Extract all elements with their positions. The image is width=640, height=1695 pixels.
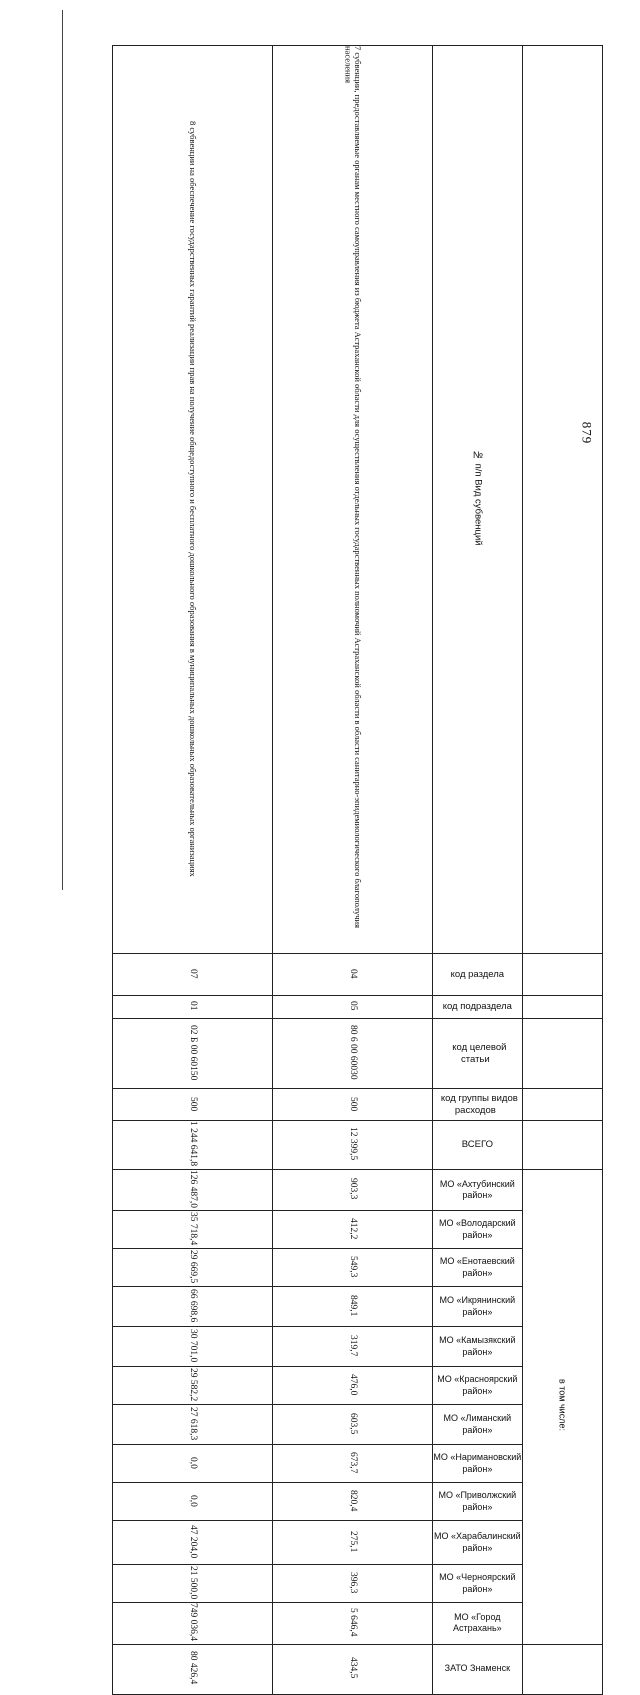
row7-value-4-text: 319,7 (347, 1335, 358, 1356)
incl-label: в том числе: (557, 1379, 567, 1431)
row8-type-cell-text: 8 субвенции на обеспечение государственных гарантий реализации прав на получение общедоступного и бесплатного дошкольного образования в муниципальных дошкольных образовательных организациях (188, 121, 197, 877)
row8-value-9 (113, 1521, 273, 1565)
header-municipality-10-text: МО «Черноярский район» (439, 1572, 515, 1593)
header-municipality-8-text: МО «Приволжский район» (438, 1490, 516, 1511)
subvention-table (112, 45, 623, 1695)
header-target (432, 1019, 522, 1089)
header-group (432, 1089, 522, 1121)
header-municipality-3 (432, 1287, 522, 1327)
row7-value-10-text: 396,3 (347, 1572, 358, 1593)
header-subsection (432, 996, 522, 1019)
header-municipality-10 (432, 1565, 522, 1603)
row8-value-7-text: 0,0 (187, 1457, 198, 1469)
row7-type-cell-text: 7 субвенции, предоставляемые органам местного самоуправления из бюджета Астраханской области для осуществления отдельных государственных полномочий Астраханской области в области санитарно-эпидемиологического благополучия населения (343, 46, 362, 951)
header-municipality-9 (432, 1521, 522, 1565)
row8-value-5 (113, 1367, 273, 1405)
row7-value-6 (273, 1405, 433, 1445)
header-municipality-12-text: ЗАТО Знаменск (445, 1663, 510, 1673)
header-municipality-1-text: МО «Володарский район» (439, 1218, 516, 1239)
row7-value-3 (273, 1287, 433, 1327)
row7-value-4 (273, 1327, 433, 1367)
header-municipality-11 (432, 1603, 522, 1644)
row8-value-6 (113, 1405, 273, 1445)
blank-bar-bottom (522, 1644, 602, 1694)
row7-value-0-text: 903,3 (347, 1178, 358, 1199)
row7-target (273, 1019, 433, 1089)
row8-type-cell (113, 46, 273, 954)
row7-target-text: 80 6 00 60030 (347, 1025, 358, 1080)
header-section (432, 954, 522, 996)
blank-bar-target (522, 1019, 602, 1089)
row8-value-10 (113, 1565, 273, 1603)
row7-value-6-text: 603,5 (347, 1413, 358, 1434)
row8-value-8 (113, 1483, 273, 1521)
row7-value-1 (273, 1211, 433, 1249)
blank-bar-section (522, 954, 602, 996)
row8-value-2-text: 29 669,5 (187, 1250, 198, 1283)
page-number: 879 (578, 422, 594, 445)
row7-value-8 (273, 1483, 433, 1521)
row7-value-12-text: 434,5 (347, 1657, 358, 1678)
row7-section (273, 954, 433, 996)
row7-value-9-text: 275,1 (347, 1531, 358, 1552)
header-municipality-6 (432, 1405, 522, 1445)
row7-value-2-text: 549,3 (347, 1256, 358, 1277)
row8-value-1-text: 35 718,4 (187, 1212, 198, 1245)
row7-section-text: 04 (347, 969, 358, 979)
row8-value-6-text: 27 618,3 (187, 1407, 198, 1440)
row8-value-9-text: 47 204,0 (187, 1525, 198, 1558)
row7-value-11 (273, 1603, 433, 1644)
header-type-text: № п/п Вид субвенций (467, 448, 487, 548)
row8-subsection-text: 01 (187, 1001, 198, 1011)
row8-total (113, 1121, 273, 1169)
row8-group (113, 1089, 273, 1121)
row7-value-7-text: 673,7 (347, 1452, 358, 1473)
page-margin-line (62, 10, 63, 890)
row8-total-text: 1 244 641,8 (187, 1121, 198, 1166)
row7-total (273, 1121, 433, 1169)
row7-total-text: 12 399,5 (347, 1127, 358, 1160)
row8-value-12 (113, 1644, 273, 1694)
header-municipality-4 (432, 1327, 522, 1367)
row7-value-7 (273, 1445, 433, 1483)
header-municipality-0-text: МО «Ахтубинский район» (440, 1179, 515, 1200)
header-municipality-1 (432, 1211, 522, 1249)
header-subsection-text: код подраздела (439, 999, 516, 1014)
header-municipality-9-text: МО «Харабалинский район» (434, 1531, 521, 1552)
row8-value-11-text: 749 036,4 (187, 1603, 198, 1641)
header-municipality-11-text: МО «Город Астрахань» (453, 1612, 502, 1633)
header-municipality-2-text: МО «Енотаевский район» (440, 1256, 515, 1277)
row8-value-12-text: 80 426,4 (187, 1651, 198, 1684)
row8-target (113, 1019, 273, 1089)
header-municipality-12 (432, 1644, 522, 1694)
row8-target-text: 02 Б 00 60150 (187, 1025, 198, 1080)
row8-value-4 (113, 1327, 273, 1367)
row8-section-text: 07 (187, 969, 198, 979)
row7-subsection (273, 996, 433, 1019)
row8-value-8-text: 0,0 (187, 1495, 198, 1507)
header-municipality-6-text: МО «Лиманский район» (444, 1413, 512, 1434)
header-target-text: код целевой статьи (448, 1040, 506, 1067)
row7-value-2 (273, 1249, 433, 1287)
row8-value-0-text: 126 487,0 (187, 1170, 198, 1208)
header-municipality-5-text: МО «Красноярский район» (437, 1374, 517, 1395)
header-total-text: ВСЕГО (458, 1137, 497, 1152)
row8-value-11 (113, 1603, 273, 1644)
row7-value-10 (273, 1565, 433, 1603)
row7-value-3-text: 849,1 (347, 1295, 358, 1316)
header-municipality-2 (432, 1249, 522, 1287)
header-municipality-0 (432, 1169, 522, 1210)
row8-value-0 (113, 1169, 273, 1210)
header-type (432, 46, 522, 954)
row7-group (273, 1089, 433, 1121)
blank-bar-total (522, 1121, 602, 1169)
header-municipality-8 (432, 1483, 522, 1521)
blank-bar-group (522, 1089, 602, 1121)
header-municipality-7-text: МО «Наримановский район» (433, 1452, 521, 1473)
header-municipality-3-text: МО «Икрянинский район» (440, 1295, 516, 1316)
row8-value-10-text: 21 500,0 (187, 1566, 198, 1599)
row8-value-7 (113, 1445, 273, 1483)
row8-value-3 (113, 1287, 273, 1327)
row8-value-3-text: 66 698,6 (187, 1289, 198, 1322)
incl-label-cell (522, 1169, 602, 1644)
header-total (432, 1121, 522, 1169)
row8-value-5-text: 29 582,2 (187, 1368, 198, 1401)
row7-value-5-text: 476,0 (347, 1374, 358, 1395)
row7-value-8-text: 820,4 (347, 1490, 358, 1511)
row7-value-0 (273, 1169, 433, 1210)
header-municipality-4-text: МО «Камызякский район» (439, 1335, 515, 1356)
header-group-text: код группы видов расходов (437, 1091, 518, 1118)
row8-section (113, 954, 273, 996)
row8-group-text: 500 (187, 1097, 198, 1111)
blank-bar-subsection (522, 996, 602, 1019)
row7-value-1-text: 412,2 (347, 1218, 358, 1239)
header-municipality-7 (432, 1445, 522, 1483)
row7-value-11-text: 5 646,4 (347, 1608, 358, 1637)
row7-type-cell (273, 46, 433, 954)
row8-subsection (113, 996, 273, 1019)
row8-value-4-text: 30 701,0 (187, 1329, 198, 1362)
header-section-text: код раздела (447, 967, 508, 982)
header-municipality-5 (432, 1367, 522, 1405)
blank-bar-top (522, 46, 602, 954)
row7-group-text: 500 (347, 1097, 358, 1111)
row8-value-2 (113, 1249, 273, 1287)
row7-value-12 (273, 1644, 433, 1694)
row7-subsection-text: 05 (347, 1001, 358, 1011)
row8-value-1 (113, 1211, 273, 1249)
row7-value-9 (273, 1521, 433, 1565)
row7-value-5 (273, 1367, 433, 1405)
